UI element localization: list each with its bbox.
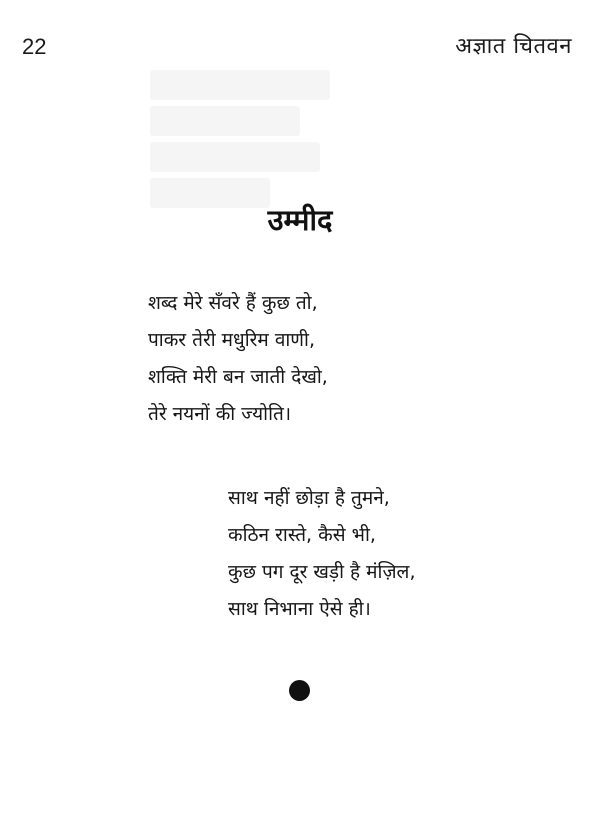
poem-line: तेरे नयनों की ज्योति। xyxy=(148,403,292,425)
poem-line: शक्ति मेरी बन जाती देखो, xyxy=(148,366,328,388)
page-number: 22 xyxy=(22,34,47,59)
end-ornament-dot xyxy=(289,680,310,701)
poem-line: कुछ पग दूर खड़ी है मंज़िल, xyxy=(228,561,416,583)
stanza-2 xyxy=(228,480,415,628)
poem-title: उम्मीद xyxy=(267,203,333,237)
stanza-1 xyxy=(148,285,328,433)
poem-line: साथ निभाना ऐसे ही। xyxy=(228,598,371,620)
poem-line: साथ नहीं छोड़ा है तुमने, xyxy=(228,487,390,509)
poem-line: पाकर तेरी मधुरिम वाणी, xyxy=(148,329,316,351)
poem-line: शब्द मेरे सँवरे हैं कुछ तो, xyxy=(148,292,318,314)
poem-line: कठिन रास्ते, कैसे भी, xyxy=(228,524,376,546)
book-title-header: अज्ञात चितवन xyxy=(455,34,572,59)
